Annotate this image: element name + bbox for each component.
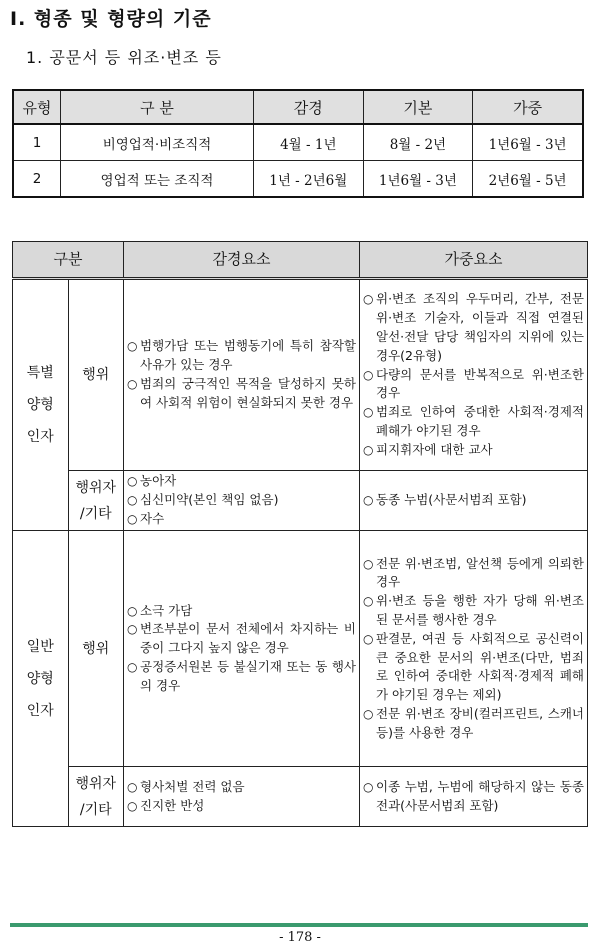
factor-item (127, 620, 356, 658)
factor-item (127, 472, 356, 491)
factor-text: 소극 가담 (140, 602, 193, 618)
factor-item (363, 366, 584, 404)
factor-item (363, 555, 584, 593)
circle-bullet-icon: ○ (127, 339, 138, 354)
factor-item (363, 441, 584, 460)
mitigating-factors-cell (124, 767, 360, 827)
circle-bullet-icon: ○ (363, 631, 374, 646)
factor-subgroup-cell (68, 279, 124, 471)
header-type: 유형 (13, 90, 61, 124)
factor-item (363, 491, 584, 510)
table-row (13, 161, 583, 198)
factor-text: 변조부분이 문서 전체에서 차지하는 비중이 그다지 높지 않은 경우 (140, 621, 356, 656)
factor-item (127, 797, 356, 816)
circle-bullet-icon: ○ (127, 659, 138, 674)
factor-text: 동종 누범(사문서범죄 포함) (376, 492, 527, 508)
circle-bullet-icon: ○ (363, 367, 374, 382)
factor-group-label: 인자 (26, 702, 54, 719)
circle-bullet-icon: ○ (363, 493, 374, 508)
mitigated-range-cell: 4월 - 1년 (254, 124, 364, 161)
factor-text: 위·변조 등을 행한 자가 당해 위·변조된 문서를 행사한 경우 (376, 593, 584, 627)
factor-subgroup-cell (68, 767, 124, 827)
category-cell: 영업적 또는 조직적 (61, 161, 254, 198)
factor-group-label: 인자 (26, 429, 54, 445)
factor-group-label: 일반 (26, 638, 54, 655)
factor-text: 다량의 문서를 반복적으로 위·변조한 경우 (376, 366, 584, 401)
circle-bullet-icon: ○ (363, 779, 374, 794)
circle-bullet-icon: ○ (127, 511, 138, 526)
table-row (13, 124, 583, 161)
factor-text: 농아자 (140, 473, 177, 489)
header-division: 구분 (13, 242, 124, 279)
circle-bullet-icon: ○ (363, 594, 374, 609)
factor-subgroup-cell (68, 471, 124, 531)
header-aggravated: 가중 (473, 90, 583, 124)
factor-item (127, 658, 356, 696)
factor-text: 전문 위·변조범, 알선책 등에게 의뢰한 경우 (376, 555, 584, 590)
circle-bullet-icon: ○ (127, 493, 138, 508)
basic-range-cell: 8월 - 2년 (363, 124, 473, 161)
circle-bullet-icon: ○ (363, 405, 374, 420)
page-number: - 178 - (279, 930, 321, 945)
header-mitigating-factors: 감경요소 (124, 242, 360, 279)
circle-bullet-icon: ○ (127, 798, 138, 813)
factor-text: 범행가담 또는 범행동기에 특히 참작할 사유가 있는 경우 (140, 338, 356, 373)
factor-text: 심신미약(본인 책임 없음) (140, 492, 279, 508)
factor-group-label: 양형 (26, 397, 54, 413)
factor-text: 범죄로 인하여 중대한 사회적·경제적 폐해가 야기된 경우 (376, 404, 584, 438)
aggravating-factors-cell (360, 531, 588, 767)
factor-row (13, 767, 588, 827)
subsection-title: 1. 공문서 등 위조·변조 등 (26, 48, 222, 67)
mitigating-factors-cell (124, 531, 360, 767)
aggravated-range-cell: 1년6월 - 3년 (473, 124, 583, 161)
sentence-range-table (12, 89, 584, 198)
factor-text: 진지한 반성 (140, 797, 205, 813)
footer-rule (10, 923, 588, 927)
basic-range-cell: 1년6월 - 3년 (363, 161, 473, 198)
factor-item (363, 290, 584, 365)
factor-group-label: 양형 (26, 670, 54, 687)
factor-item (363, 403, 584, 441)
circle-bullet-icon: ○ (127, 603, 138, 618)
factor-text: 공정증서원본 등 불실기재 또는 동 행사의 경우 (140, 658, 356, 693)
factor-item (127, 375, 356, 413)
factor-subgroup-label: 행위 (82, 367, 110, 383)
aggravating-factors-cell (360, 767, 588, 827)
factor-text: 판결문, 여권 등 사회적으로 공신력이 큰 중요한 문서의 위·변조(다만, 범죄로 인하여 중대한 사회적·경제적 폐해가 야기된 경우는 제외) (376, 630, 584, 703)
factor-item (127, 337, 356, 375)
factor-subgroup-label: /기타 (79, 801, 112, 818)
type-cell: 1 (13, 124, 61, 161)
factor-item (127, 778, 356, 797)
sentencing-factors-table (12, 241, 588, 827)
factor-text: 형사처벌 전력 없음 (140, 778, 245, 794)
factor-item (363, 778, 584, 816)
factor-item (363, 705, 584, 743)
factor-text: 자수 (140, 510, 165, 526)
factor-subgroup-label: /기타 (79, 505, 112, 522)
mitigating-factors-cell (124, 279, 360, 471)
circle-bullet-icon: ○ (127, 779, 138, 794)
aggravating-factors-cell (360, 471, 588, 531)
header-mitigated: 감경 (254, 90, 364, 124)
factor-row (13, 531, 588, 767)
factor-text: 피지휘자에 대한 교사 (376, 441, 493, 457)
circle-bullet-icon: ○ (363, 292, 374, 307)
mitigated-range-cell: 1년 - 2년6월 (254, 161, 364, 198)
header-aggravating-factors: 가중요소 (360, 242, 588, 279)
aggravated-range-cell: 2년6월 - 5년 (473, 161, 583, 198)
factor-subgroup-label: 행위자 (75, 479, 117, 496)
mitigating-factors-cell (124, 471, 360, 531)
factor-row (13, 279, 588, 471)
circle-bullet-icon: ○ (127, 377, 138, 391)
factor-group-label: 특별 (26, 365, 54, 381)
factor-text: 이종 누범, 누범에 해당하지 않는 동종 전과(사문서범죄 포함) (376, 778, 584, 813)
factor-subgroup-label: 행위 (82, 640, 110, 657)
circle-bullet-icon: ○ (363, 706, 374, 721)
circle-bullet-icon: ○ (127, 474, 138, 489)
factor-item (363, 630, 584, 705)
factor-text: 위·변조 조직의 우두머리, 간부, 전문 위·변조 기술자, 이들과 직접 연결된 알선·전달 담당 책임자의 지위에 있는 경우(2유형) (376, 291, 584, 363)
circle-bullet-icon: ○ (127, 622, 138, 637)
factors-header-row (13, 242, 588, 279)
factor-item (363, 592, 584, 630)
type-cell: 2 (13, 161, 61, 198)
factor-text: 범죄의 궁극적인 목적을 달성하지 못하여 사회적 위험이 현실화되지 못한 경우 (140, 376, 356, 410)
circle-bullet-icon: ○ (363, 442, 374, 457)
circle-bullet-icon: ○ (363, 556, 374, 571)
factor-subgroup-label: 행위자 (75, 775, 117, 792)
factor-group-cell (13, 279, 69, 531)
section-title: Ⅰ. 형종 및 형량의 기준 (10, 8, 212, 30)
factor-subgroup-cell (68, 531, 124, 767)
sentence-range-header-row (13, 90, 583, 124)
factor-item (127, 602, 356, 621)
aggravating-factors-cell (360, 279, 588, 471)
header-basic: 기본 (363, 90, 473, 124)
factor-item (127, 491, 356, 510)
header-category: 구 분 (61, 90, 254, 124)
factor-item (127, 510, 356, 529)
factor-row (13, 471, 588, 531)
factor-group-cell (13, 531, 69, 827)
factor-text: 전문 위·변조 장비(컬러프린트, 스캐너 등)를 사용한 경우 (376, 705, 584, 740)
category-cell: 비영업적·비조직적 (61, 124, 254, 161)
